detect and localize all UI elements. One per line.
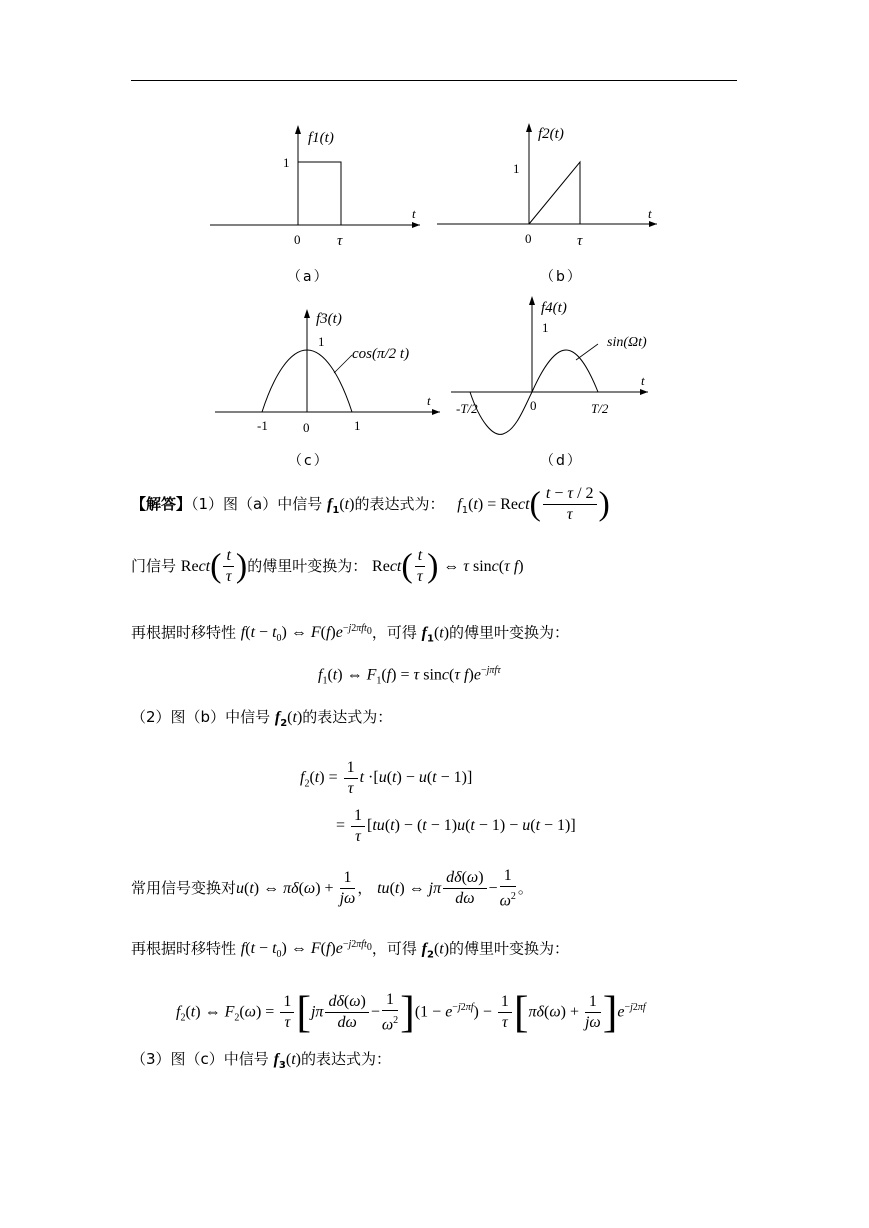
paragraph-3: 再根据时移特性 $f(t - t_0)$ ⇔ $F(f)e^{-j2\pi ft_0}$，可得 $f_1(t)$的傅里叶变换为： [131,623,570,645]
fig-c-t: t [427,393,431,408]
paragraph-2: 门信号 Rect( $\frac{t}{\tau}$ )的傅里叶变换为： Rect( $\frac{t}{\tau}$ ) ⇔ τ sinc(τ f) [131,547,524,585]
paragraph-5: 常用信号变换对u(t) ⇔ πδ(ω) + $\frac{1}{j\omega}$ ， tu(t) ⇔ jπ $\frac{d\delta(\omega)}{d\omega}$ − $\frac{1}{\omega^2}$ 。 [131,867,533,910]
fig-b-t: t [648,206,652,221]
fig-c-neg-one: -1 [257,418,268,433]
fig-d-neg-half: -T/2 [456,401,478,416]
equation-f2-line2: = $\frac{1}{\tau}$ [tu(t) − (t − 1)u(t − 1) − u(t − 1)] [336,807,576,845]
fig-d-pos-half: T/2 [591,401,609,416]
fig-a-t: t [412,206,416,221]
paragraph-7: （3）图（c）中信号 $f_3(t)$的表达式为： [131,1050,391,1071]
caption-b: （b） [540,269,583,285]
equation-f2-line1: $f_2(t)$ = $\frac{1}{\tau}$ t ·[u(t) − u(t − 1)] [300,759,473,797]
fig-c-pos-one: 1 [354,418,361,433]
fig-a-one: 1 [283,155,290,170]
answer-label: 【解答】 [131,495,192,513]
fig-d-ylabel: f4(t) [541,300,567,316]
fig-a-ylabel: f1(t) [308,130,334,146]
fig-a-tau: τ [337,233,343,249]
equation-f1-transform: $f_1(t)$ ⇔ $F_1(f) = \tau$ sinc(τ $f)e^{-j\pi f\tau}$ [318,665,501,687]
fig-c-ylabel: f3(t) [316,311,342,327]
figure-b [435,120,660,254]
fig-c-one: 1 [318,334,325,349]
fig-d-zero: 0 [530,398,537,413]
fig-d-annotation: sin(Ωt) [607,335,647,350]
header-rule [131,80,737,81]
fig-b-tau: τ [577,233,583,249]
fig-c-zero: 0 [303,420,310,435]
fig-c-annotation: cos(π/2 t) [352,346,410,362]
paragraph-1: 【解答】（1）图（a）中信号 $f_1(t)$的表达式为： $f_1(t)$ = Rect( $\frac{t - \tau / 2}{\tau}$ ) [131,485,610,523]
figure-c [212,305,442,444]
fig-b-ylabel: f2(t) [538,126,564,142]
fig-d-one: 1 [542,320,549,335]
fig-b-one: 1 [513,161,520,176]
figure-d [448,292,658,446]
fig-b-zero: 0 [525,231,532,246]
paragraph-4: （2）图（b）中信号 $f_2(t)$的表达式为： [131,708,393,729]
fig-a-zero: 0 [294,232,301,247]
paragraph-6: 再根据时移特性 $f(t - t_0)$ ⇔ $F(f)e^{-j2\pi ft_0}$，可得 $f_2(t)$的傅里叶变换为： [131,939,570,961]
equation-f2-transform: $f_2(t)$ ⇔ $F_2(\omega)$ = $\frac{1}{\tau}$ [jπ $\frac{d\delta(\omega)}{d\omega}$ − $\frac{1}{\omega^2}$ ]$(1 - e^{-j2\pi f})$ − $\frac{1}{\tau}$ [πδ(ω) + $\frac{1}{j\omega}$ ]$e^{-j2\pi f}$ [176,987,646,1037]
caption-a: （a） [287,269,330,285]
figure-a [205,120,425,254]
caption-d: （d） [540,453,583,469]
fig-d-t: t [641,373,645,388]
caption-c: （c） [288,453,330,469]
